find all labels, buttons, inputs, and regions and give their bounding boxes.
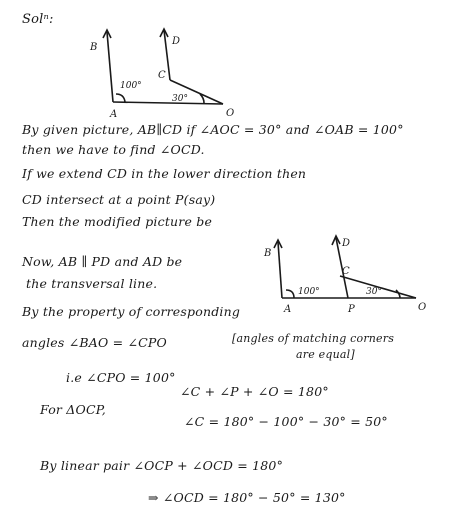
- text-line-14: ∠C + ∠P + ∠O = 180°: [180, 384, 329, 399]
- text-line-17: ⇒ ∠OCD = 180° − 50° = 130°: [148, 490, 346, 505]
- fig2-label-a: A: [284, 304, 292, 315]
- text-line-4: CD intersect at a point P(say): [22, 192, 216, 207]
- fig1-label-o: O: [226, 108, 235, 119]
- text-line-15: ∠C = 180° − 100° − 30° = 50°: [184, 414, 388, 429]
- figure-2-diagram: [256, 228, 466, 318]
- fig2-angle-a: 100°: [298, 287, 320, 297]
- text-line-12: i.e ∠CPO = 100°: [66, 370, 176, 385]
- fig1-label-b: B: [90, 42, 98, 53]
- fig1-label-a: A: [110, 109, 118, 120]
- fig1-angle-a: 100°: [120, 81, 142, 91]
- fig1-angle-o: 30°: [172, 94, 188, 104]
- text-line-6: Now, AB ∥ PD and AD be: [22, 254, 183, 269]
- fig1-label-c: C: [158, 70, 166, 81]
- text-line-2: then we have to find ∠OCD.: [22, 142, 205, 157]
- text-line-8: By the property of corresponding: [22, 304, 241, 319]
- fig1-label-d: D: [172, 36, 181, 47]
- solution-label: Solⁿ:: [22, 12, 54, 27]
- text-line-11: are equal]: [296, 348, 355, 361]
- text-line-7: the transversal line.: [26, 276, 158, 291]
- text-line-3: If we extend CD in the lower direction then: [22, 166, 307, 181]
- figure-1-diagram: [80, 22, 250, 122]
- text-line-10: [angles of matching corners: [232, 332, 395, 345]
- fig2-label-o: O: [418, 302, 427, 313]
- text-line-13: For ΔOCP,: [40, 402, 106, 417]
- fig2-angle-o: 30°: [366, 287, 382, 297]
- fig2-label-p: P: [348, 304, 355, 315]
- text-line-1: By given picture, AB∥CD if ∠AOC = 30° and ∠OAB = 100°: [22, 122, 404, 137]
- fig2-label-c: C: [342, 266, 350, 277]
- text-line-16: By linear pair ∠OCP + ∠OCD = 180°: [40, 458, 284, 473]
- text-line-9: angles ∠BAO = ∠CPO: [22, 335, 167, 350]
- fig2-label-d: D: [342, 238, 351, 249]
- fig2-label-b: B: [264, 248, 272, 259]
- text-line-5: Then the modified picture be: [22, 214, 213, 229]
